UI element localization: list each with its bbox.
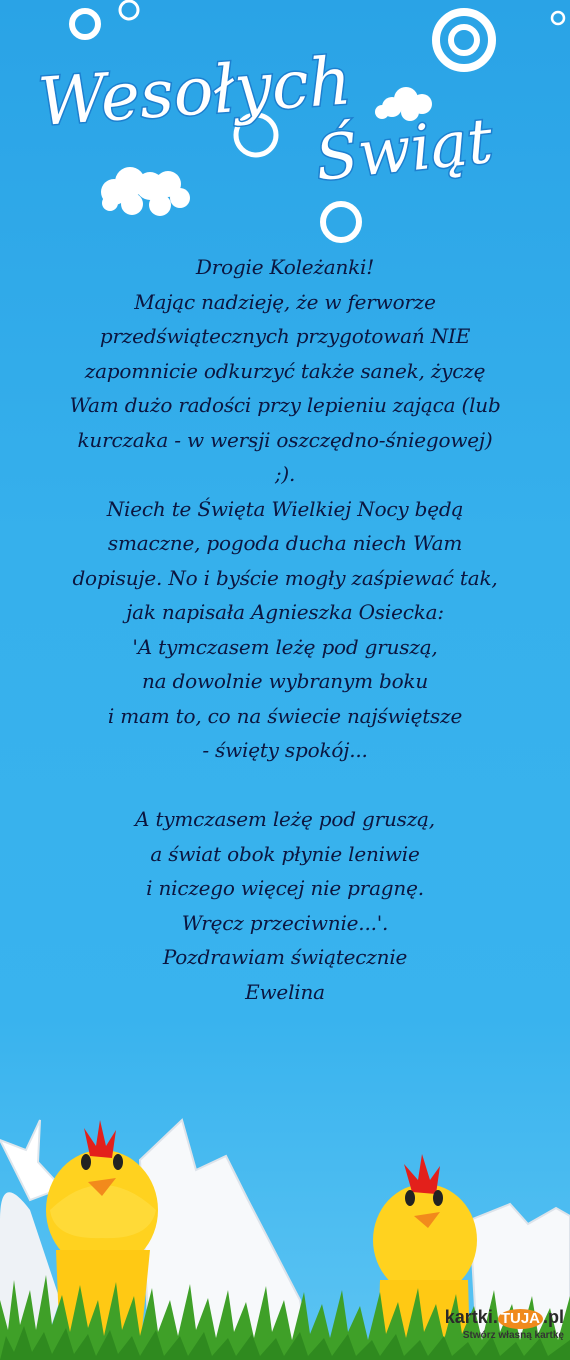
message-line: Wam dużo radości przy lepieniu zająca (lub [69, 393, 501, 417]
logo-brand-mark: TUJA [498, 1309, 543, 1329]
bubble-ring [72, 11, 98, 37]
logo-brand [444, 1306, 564, 1329]
message-line: Pozdrawiam świątecznie [162, 945, 408, 969]
message-line: dopisuje. No i byście mogły zaśpiewać tak, [72, 565, 498, 590]
message-line: przedświątecznych przygotowań NIE [99, 324, 471, 348]
message-blank-line [20, 768, 550, 803]
message-line: na dowolnie wybranym boku [141, 669, 429, 693]
message-line: 'A tymczasem leżę pod gruszą, [132, 634, 438, 659]
title-line-1: Wesołych [35, 42, 354, 141]
message-line: Drogie Koleżanki! [195, 255, 375, 279]
message-line: Wręcz przeciwnie...'. [181, 910, 389, 935]
logo-brand-prefix: kartki. [444, 1307, 498, 1327]
logo-tagline: Stwórz własną kartkę [462, 1330, 564, 1341]
message-line: Mając nadzieję, że w ferworze [134, 289, 436, 314]
card-title [0, 40, 570, 210]
message-line: A tymczasem leżę pod gruszą, [135, 807, 435, 831]
greeting-message [20, 250, 550, 1009]
message-line: kurczaka - w wersji oszczędno-śniegowej) [77, 427, 493, 452]
title-line-2: Świąt [311, 103, 496, 195]
bubble-ring [120, 1, 138, 19]
message-line: i mam to, co na świecie najświętsze [107, 703, 463, 728]
message-line: a świat obok płynie leniwie [150, 841, 420, 866]
message-line: jak napisała Agnieszka Osiecka: [126, 600, 444, 624]
message-line: ;). [274, 462, 296, 486]
logo-brand-suffix: .pl [543, 1307, 564, 1327]
message-line: smaczne, pogoda ducha niech Wam [107, 531, 463, 555]
bubble-ring [552, 12, 564, 24]
message-line: - święty spokój... [202, 738, 368, 762]
message-line: Niech te Święta Wielkiej Nocy będą [106, 496, 464, 521]
message-line: zapomnicie odkurzyć także sanek, życzę [84, 358, 486, 383]
site-logo[interactable] [444, 1306, 564, 1352]
message-line: i niczego więcej nie pragnę. [146, 876, 424, 900]
message-line: Ewelina [245, 979, 325, 1004]
